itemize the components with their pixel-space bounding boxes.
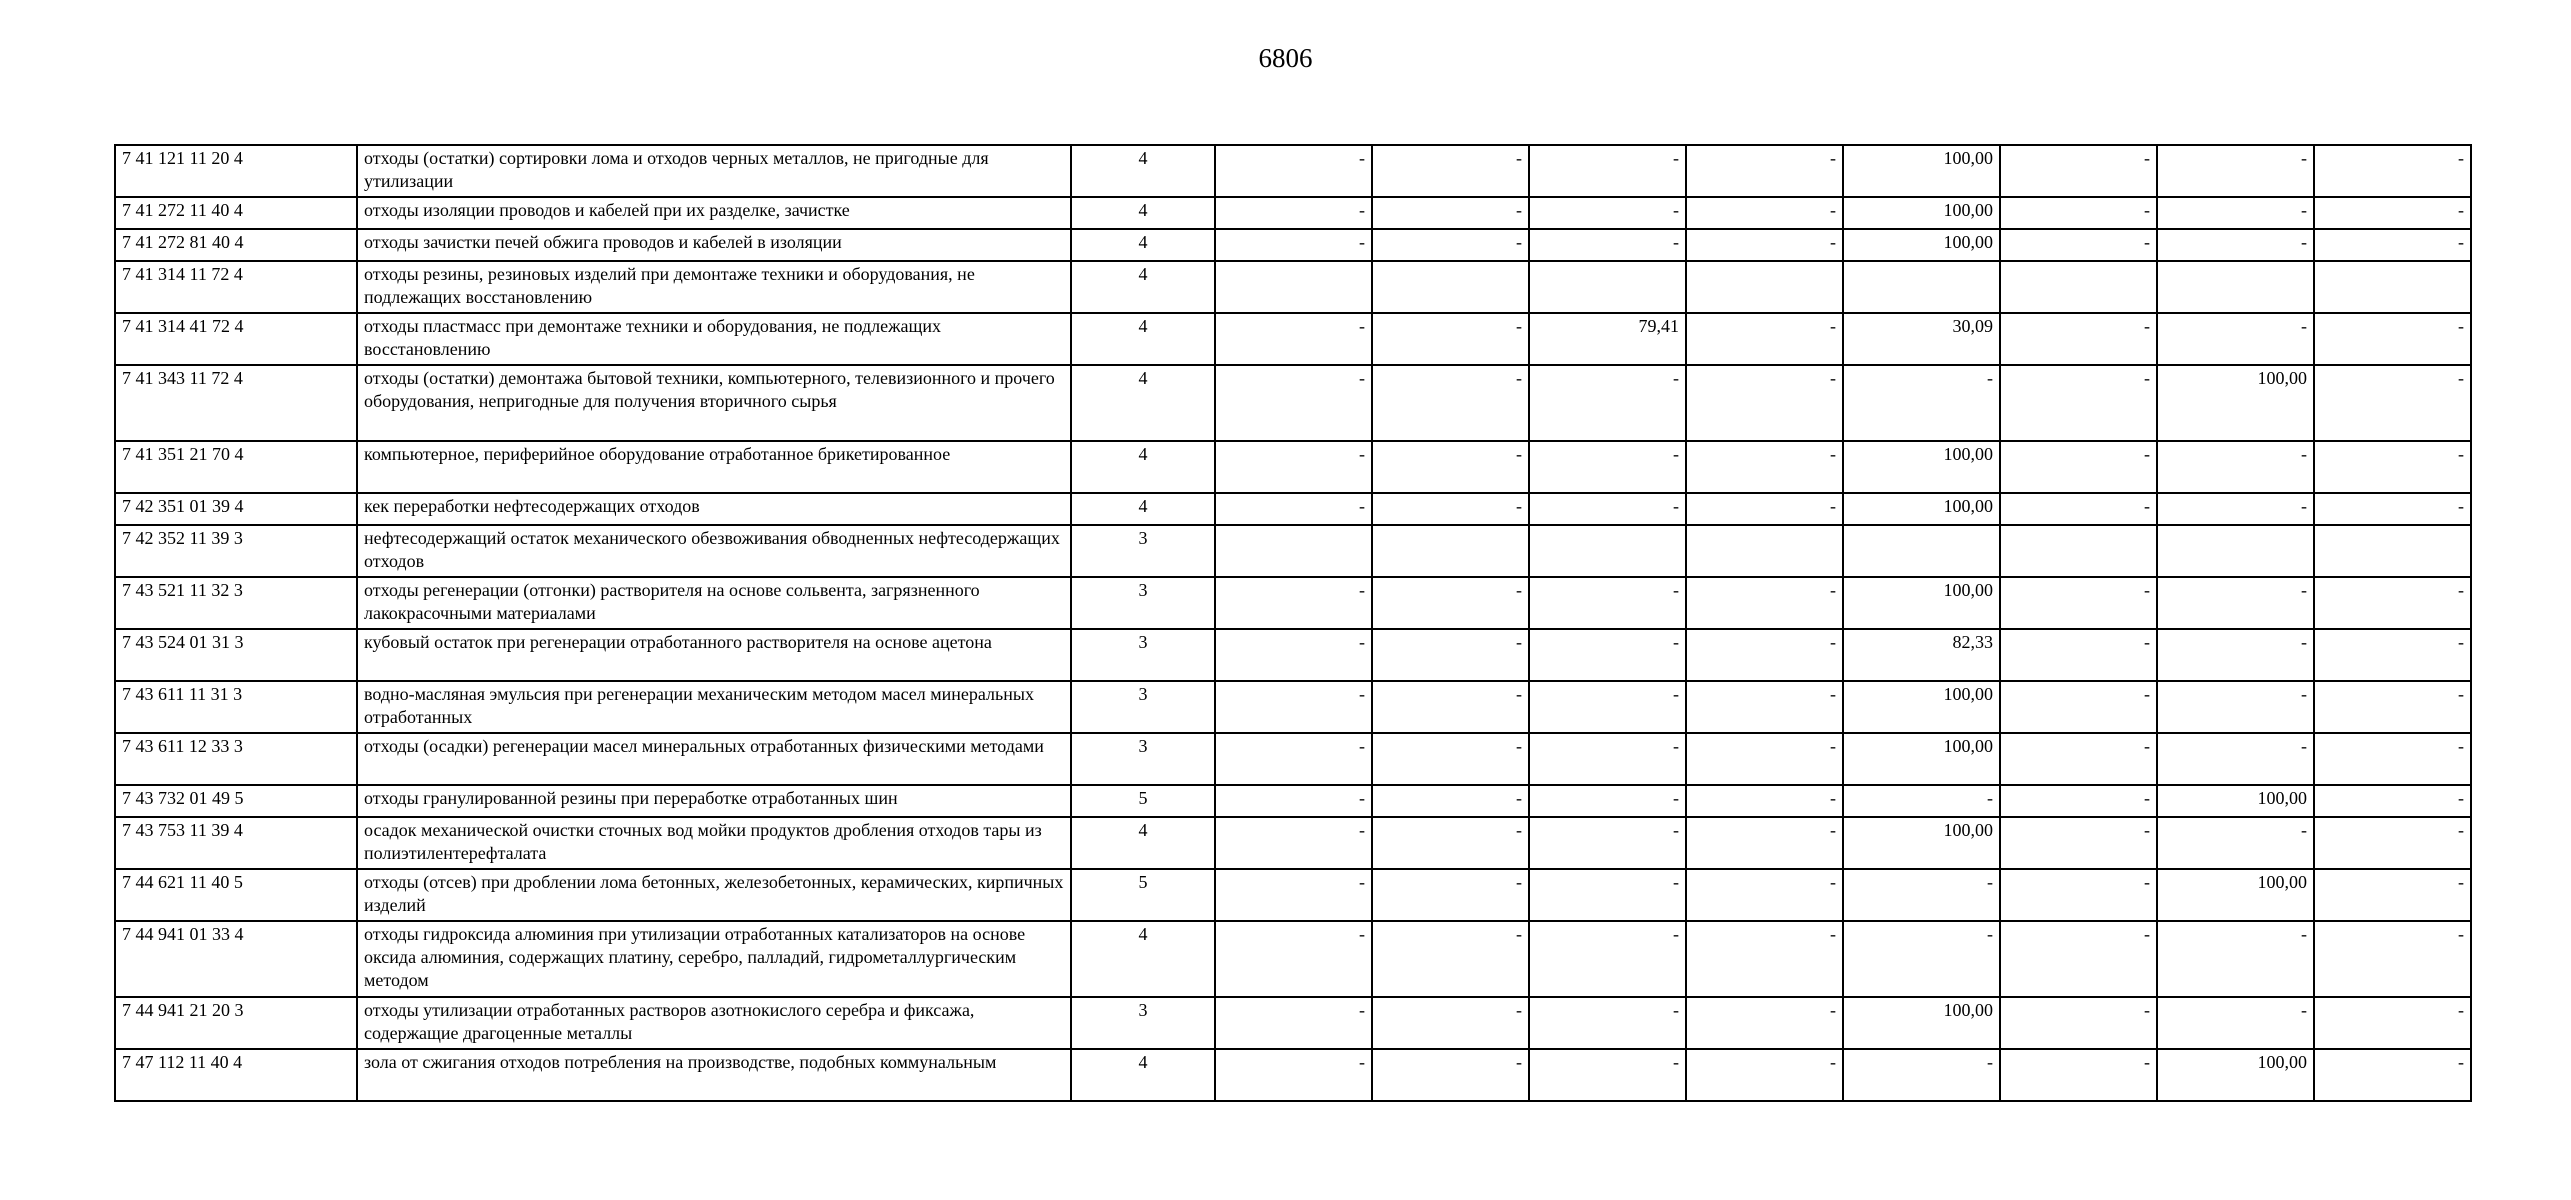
- value-cell: -: [1215, 229, 1372, 261]
- value-cell: [1843, 525, 2000, 577]
- value-cell: -: [2000, 681, 2157, 733]
- value-cell: -: [1843, 1049, 2000, 1101]
- table-body: [115, 145, 2471, 1101]
- hazard-class-cell: 4: [1071, 197, 1215, 229]
- table-row: [115, 681, 2471, 733]
- value-cell: -: [2157, 817, 2314, 869]
- table-row: [115, 817, 2471, 869]
- value-cell: -: [1529, 365, 1686, 441]
- value-cell: -: [2314, 365, 2471, 441]
- value-cell: -: [2314, 817, 2471, 869]
- value-cell: 82,33: [1843, 629, 2000, 681]
- value-cell: -: [1529, 197, 1686, 229]
- table-row: [115, 197, 2471, 229]
- value-cell: -: [2314, 577, 2471, 629]
- value-cell: -: [1215, 577, 1372, 629]
- value-cell: [1529, 261, 1686, 313]
- value-cell: -: [1529, 577, 1686, 629]
- value-cell: -: [1686, 1049, 1843, 1101]
- waste-name-cell: отходы зачистки печей обжига проводов и кабелей в изоляции: [357, 229, 1071, 261]
- value-cell: -: [1529, 997, 1686, 1049]
- value-cell: -: [1372, 229, 1529, 261]
- waste-code-cell: 7 42 352 11 39 3: [115, 525, 357, 577]
- waste-name-cell: водно-масляная эмульсия при регенерации механическим методом масел минеральных отработанных: [357, 681, 1071, 733]
- value-cell: -: [2000, 1049, 2157, 1101]
- table-row: [115, 921, 2471, 997]
- value-cell: -: [2314, 921, 2471, 997]
- waste-name-cell: отходы резины, резиновых изделий при демонтаже техники и оборудования, не подлежащих восстановлению: [357, 261, 1071, 313]
- value-cell: -: [1843, 785, 2000, 817]
- value-cell: -: [1529, 921, 1686, 997]
- value-cell: 100,00: [1843, 229, 2000, 261]
- value-cell: -: [1686, 145, 1843, 197]
- value-cell: -: [1215, 785, 1372, 817]
- hazard-class-cell: 4: [1071, 817, 1215, 869]
- value-cell: -: [2000, 365, 2157, 441]
- hazard-class-cell: 3: [1071, 733, 1215, 785]
- value-cell: 100,00: [2157, 869, 2314, 921]
- value-cell: -: [1686, 229, 1843, 261]
- value-cell: -: [2000, 313, 2157, 365]
- value-cell: 100,00: [1843, 493, 2000, 525]
- value-cell: -: [2000, 869, 2157, 921]
- hazard-class-cell: 5: [1071, 785, 1215, 817]
- waste-code-cell: 7 43 753 11 39 4: [115, 817, 357, 869]
- value-cell: [1529, 525, 1686, 577]
- hazard-class-cell: 3: [1071, 681, 1215, 733]
- value-cell: -: [2314, 869, 2471, 921]
- table-row: [115, 313, 2471, 365]
- value-cell: 100,00: [1843, 441, 2000, 493]
- value-cell: [1215, 525, 1372, 577]
- waste-code-cell: 7 41 314 11 72 4: [115, 261, 357, 313]
- value-cell: -: [2000, 629, 2157, 681]
- value-cell: -: [1372, 921, 1529, 997]
- hazard-class-cell: 4: [1071, 145, 1215, 197]
- value-cell: -: [2314, 681, 2471, 733]
- waste-name-cell: компьютерное, периферийное оборудование отработанное брикетированное: [357, 441, 1071, 493]
- waste-code-cell: 7 41 272 81 40 4: [115, 229, 357, 261]
- value-cell: 100,00: [2157, 365, 2314, 441]
- value-cell: -: [2000, 785, 2157, 817]
- waste-name-cell: отходы изоляции проводов и кабелей при их разделке, зачистке: [357, 197, 1071, 229]
- value-cell: -: [1215, 493, 1372, 525]
- waste-name-cell: отходы утилизации отработанных растворов азотнокислого серебра и фиксажа, содержащие драгоценные металлы: [357, 997, 1071, 1049]
- waste-code-cell: 7 44 621 11 40 5: [115, 869, 357, 921]
- value-cell: -: [1529, 1049, 1686, 1101]
- value-cell: [2157, 261, 2314, 313]
- value-cell: -: [2314, 733, 2471, 785]
- value-cell: -: [2314, 229, 2471, 261]
- table-row: [115, 869, 2471, 921]
- table-row: [115, 629, 2471, 681]
- value-cell: [1372, 525, 1529, 577]
- waste-name-cell: отходы (отсев) при дроблении лома бетонных, железобетонных, керамических, кирпичных изделий: [357, 869, 1071, 921]
- waste-name-cell: отходы (осадки) регенерации масел минеральных отработанных физическими методами: [357, 733, 1071, 785]
- value-cell: -: [2157, 197, 2314, 229]
- value-cell: -: [1843, 365, 2000, 441]
- value-cell: -: [1372, 493, 1529, 525]
- value-cell: -: [2157, 997, 2314, 1049]
- hazard-class-cell: 4: [1071, 493, 1215, 525]
- value-cell: -: [1686, 921, 1843, 997]
- hazard-class-cell: 4: [1071, 261, 1215, 313]
- waste-code-cell: 7 43 524 01 31 3: [115, 629, 357, 681]
- table-row: [115, 261, 2471, 313]
- waste-code-cell: 7 43 611 11 31 3: [115, 681, 357, 733]
- value-cell: -: [1215, 733, 1372, 785]
- hazard-class-cell: 4: [1071, 441, 1215, 493]
- table-row: [115, 145, 2471, 197]
- value-cell: -: [1215, 921, 1372, 997]
- waste-name-cell: отходы (остатки) демонтажа бытовой техники, компьютерного, телевизионного и прочего оборудования, непригодные для получения вторичного сырья: [357, 365, 1071, 441]
- value-cell: 100,00: [1843, 817, 2000, 869]
- value-cell: -: [1372, 577, 1529, 629]
- value-cell: -: [2000, 733, 2157, 785]
- value-cell: -: [1372, 365, 1529, 441]
- value-cell: [2314, 525, 2471, 577]
- value-cell: -: [1372, 197, 1529, 229]
- waste-name-cell: отходы гидроксида алюминия при утилизации отработанных катализаторов на основе оксида алюминия, содержащих платину, серебро, палладий, гидрометаллургическим методом: [357, 921, 1071, 997]
- value-cell: -: [1372, 997, 1529, 1049]
- value-cell: -: [1215, 1049, 1372, 1101]
- value-cell: -: [2000, 493, 2157, 525]
- value-cell: -: [1529, 869, 1686, 921]
- value-cell: [1215, 261, 1372, 313]
- value-cell: -: [2314, 785, 2471, 817]
- waste-code-cell: 7 41 121 11 20 4: [115, 145, 357, 197]
- value-cell: -: [2314, 997, 2471, 1049]
- value-cell: -: [1215, 629, 1372, 681]
- value-cell: -: [1215, 681, 1372, 733]
- value-cell: -: [2157, 733, 2314, 785]
- value-cell: -: [1529, 629, 1686, 681]
- waste-code-cell: 7 44 941 21 20 3: [115, 997, 357, 1049]
- value-cell: -: [1529, 785, 1686, 817]
- value-cell: -: [1529, 441, 1686, 493]
- waste-code-cell: 7 41 314 41 72 4: [115, 313, 357, 365]
- hazard-class-cell: 4: [1071, 365, 1215, 441]
- value-cell: -: [1686, 577, 1843, 629]
- value-cell: -: [1843, 869, 2000, 921]
- waste-name-cell: кек переработки нефтесодержащих отходов: [357, 493, 1071, 525]
- value-cell: -: [1843, 921, 2000, 997]
- value-cell: -: [2314, 441, 2471, 493]
- value-cell: -: [2314, 493, 2471, 525]
- value-cell: -: [1686, 441, 1843, 493]
- value-cell: -: [2314, 1049, 2471, 1101]
- table-row: [115, 785, 2471, 817]
- value-cell: [1372, 261, 1529, 313]
- hazard-class-cell: 4: [1071, 313, 1215, 365]
- value-cell: -: [1686, 493, 1843, 525]
- value-cell: [2314, 261, 2471, 313]
- hazard-class-cell: 3: [1071, 629, 1215, 681]
- value-cell: -: [2157, 577, 2314, 629]
- value-cell: -: [2000, 817, 2157, 869]
- table-row: [115, 997, 2471, 1049]
- hazard-class-cell: 4: [1071, 921, 1215, 997]
- value-cell: 30,09: [1843, 313, 2000, 365]
- value-cell: -: [1372, 817, 1529, 869]
- waste-code-cell: 7 41 272 11 40 4: [115, 197, 357, 229]
- value-cell: [1843, 261, 2000, 313]
- waste-name-cell: отходы гранулированной резины при переработке отработанных шин: [357, 785, 1071, 817]
- value-cell: -: [1529, 733, 1686, 785]
- value-cell: -: [1372, 145, 1529, 197]
- value-cell: -: [1215, 145, 1372, 197]
- value-cell: -: [2157, 629, 2314, 681]
- value-cell: -: [1372, 1049, 1529, 1101]
- value-cell: -: [1215, 365, 1372, 441]
- value-cell: -: [1372, 733, 1529, 785]
- value-cell: -: [1686, 365, 1843, 441]
- waste-name-cell: отходы пластмасс при демонтаже техники и оборудования, не подлежащих восстановлению: [357, 313, 1071, 365]
- value-cell: -: [1686, 733, 1843, 785]
- value-cell: -: [1372, 441, 1529, 493]
- value-cell: 79,41: [1529, 313, 1686, 365]
- value-cell: -: [2314, 145, 2471, 197]
- value-cell: 100,00: [2157, 785, 2314, 817]
- value-cell: -: [1686, 869, 1843, 921]
- value-cell: -: [2314, 197, 2471, 229]
- table-row: [115, 577, 2471, 629]
- value-cell: -: [1215, 313, 1372, 365]
- waste-name-cell: нефтесодержащий остаток механического обезвоживания обводненных нефтесодержащих отходов: [357, 525, 1071, 577]
- value-cell: 100,00: [2157, 1049, 2314, 1101]
- hazard-class-cell: 4: [1071, 1049, 1215, 1101]
- waste-code-cell: 7 43 732 01 49 5: [115, 785, 357, 817]
- value-cell: [2000, 261, 2157, 313]
- value-cell: 100,00: [1843, 145, 2000, 197]
- page-number: 6806: [1258, 43, 1313, 73]
- value-cell: 100,00: [1843, 733, 2000, 785]
- hazard-class-cell: 4: [1071, 229, 1215, 261]
- value-cell: -: [2314, 629, 2471, 681]
- waste-code-cell: 7 47 112 11 40 4: [115, 1049, 357, 1101]
- table-row: [115, 1049, 2471, 1101]
- waste-name-cell: зола от сжигания отходов потребления на производстве, подобных коммунальным: [357, 1049, 1071, 1101]
- hazard-class-cell: 3: [1071, 525, 1215, 577]
- waste-name-cell: кубовый остаток при регенерации отработанного растворителя на основе ацетона: [357, 629, 1071, 681]
- value-cell: -: [2157, 313, 2314, 365]
- value-cell: -: [1215, 197, 1372, 229]
- value-cell: -: [2157, 681, 2314, 733]
- value-cell: -: [1529, 229, 1686, 261]
- value-cell: -: [1372, 785, 1529, 817]
- value-cell: [1686, 261, 1843, 313]
- table-row: [115, 365, 2471, 441]
- value-cell: -: [1215, 997, 1372, 1049]
- value-cell: -: [1529, 681, 1686, 733]
- hazard-class-cell: 3: [1071, 997, 1215, 1049]
- waste-code-cell: 7 43 521 11 32 3: [115, 577, 357, 629]
- value-cell: -: [2000, 441, 2157, 493]
- value-cell: -: [1686, 997, 1843, 1049]
- value-cell: -: [1686, 817, 1843, 869]
- table-row: [115, 441, 2471, 493]
- value-cell: -: [2157, 493, 2314, 525]
- value-cell: -: [2157, 441, 2314, 493]
- value-cell: -: [2157, 229, 2314, 261]
- value-cell: -: [1686, 313, 1843, 365]
- value-cell: -: [2000, 197, 2157, 229]
- hazard-class-cell: 3: [1071, 577, 1215, 629]
- value-cell: -: [2000, 921, 2157, 997]
- value-cell: -: [1686, 629, 1843, 681]
- value-cell: -: [1372, 869, 1529, 921]
- value-cell: 100,00: [1843, 577, 2000, 629]
- table-row: [115, 525, 2471, 577]
- value-cell: -: [1529, 493, 1686, 525]
- waste-code-cell: 7 42 351 01 39 4: [115, 493, 357, 525]
- value-cell: -: [1686, 197, 1843, 229]
- value-cell: 100,00: [1843, 997, 2000, 1049]
- value-cell: -: [1215, 817, 1372, 869]
- value-cell: [1686, 525, 1843, 577]
- value-cell: -: [1529, 145, 1686, 197]
- table-row: [115, 733, 2471, 785]
- value-cell: -: [2000, 229, 2157, 261]
- value-cell: -: [2000, 577, 2157, 629]
- value-cell: -: [2000, 997, 2157, 1049]
- value-cell: -: [2314, 313, 2471, 365]
- value-cell: -: [1686, 785, 1843, 817]
- value-cell: -: [2000, 145, 2157, 197]
- table-row: [115, 229, 2471, 261]
- waste-name-cell: отходы (остатки) сортировки лома и отходов черных металлов, не пригодные для утилизации: [357, 145, 1071, 197]
- value-cell: -: [1686, 681, 1843, 733]
- value-cell: -: [1215, 869, 1372, 921]
- value-cell: -: [1215, 441, 1372, 493]
- value-cell: -: [1372, 681, 1529, 733]
- value-cell: -: [1372, 629, 1529, 681]
- table-row: [115, 493, 2471, 525]
- value-cell: 100,00: [1843, 197, 2000, 229]
- waste-name-cell: отходы регенерации (отгонки) растворителя на основе сольвента, загрязненного лакокрасочными материалами: [357, 577, 1071, 629]
- waste-code-cell: 7 44 941 01 33 4: [115, 921, 357, 997]
- value-cell: 100,00: [1843, 681, 2000, 733]
- waste-table: [114, 144, 2472, 1102]
- value-cell: -: [1372, 313, 1529, 365]
- hazard-class-cell: 5: [1071, 869, 1215, 921]
- waste-code-cell: 7 41 351 21 70 4: [115, 441, 357, 493]
- value-cell: [2000, 525, 2157, 577]
- value-cell: -: [1529, 817, 1686, 869]
- waste-name-cell: осадок механической очистки сточных вод мойки продуктов дробления отходов тары из полиэтилентерефталата: [357, 817, 1071, 869]
- value-cell: [2157, 525, 2314, 577]
- value-cell: -: [2157, 145, 2314, 197]
- waste-code-cell: 7 43 611 12 33 3: [115, 733, 357, 785]
- value-cell: -: [2157, 921, 2314, 997]
- waste-code-cell: 7 41 343 11 72 4: [115, 365, 357, 441]
